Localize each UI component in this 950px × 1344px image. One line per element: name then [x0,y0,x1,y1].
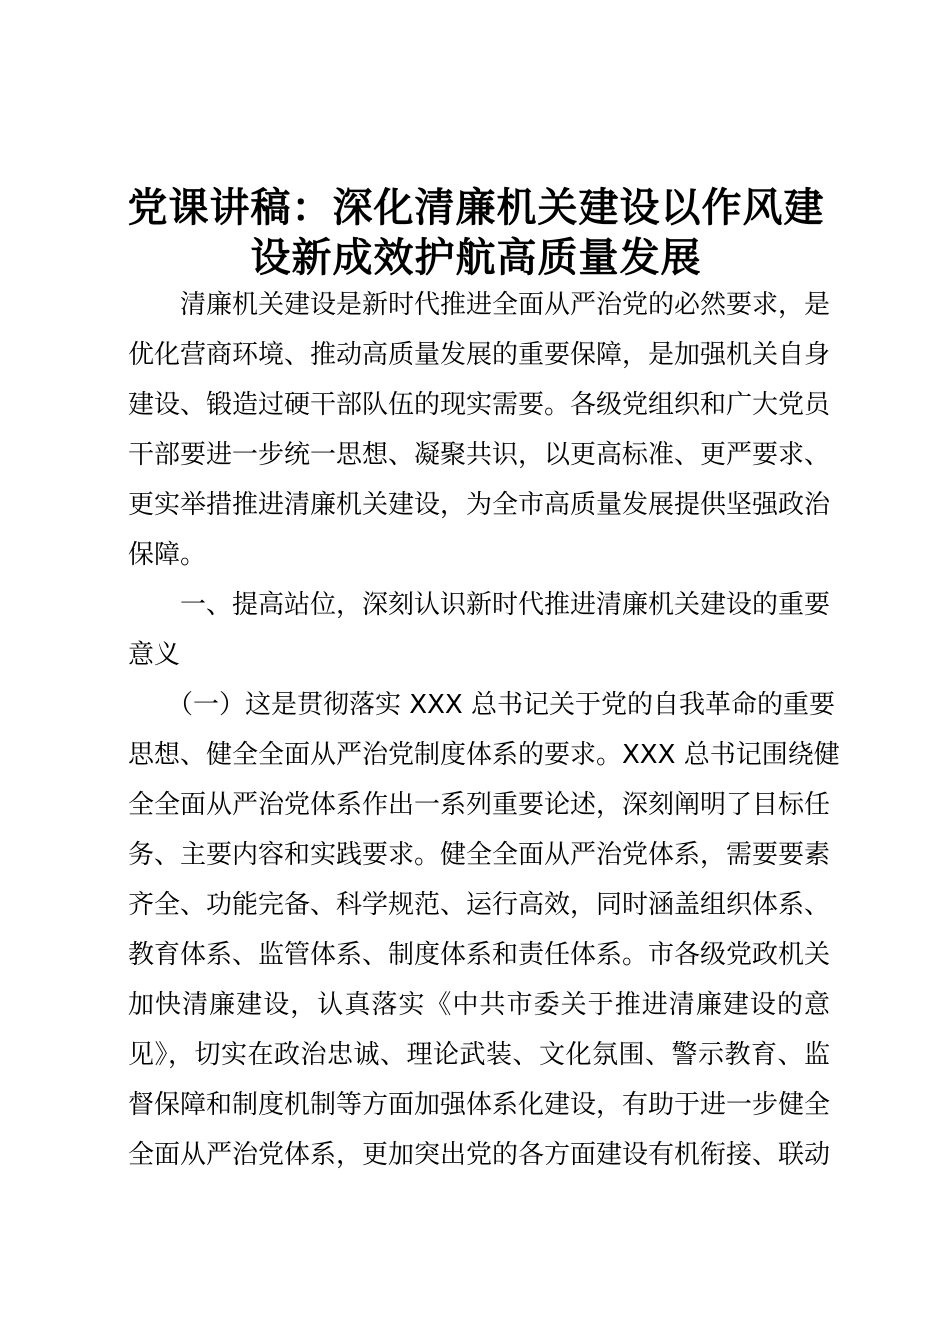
document-title [120,183,832,283]
body-line: 建设、锻造过硬干部队伍的现实需要。各级党组织和广大党员 [128,390,831,420]
body-line: 全面从严治党体系，更加突出党的各方面建设有机衔接、联动 [128,1140,831,1170]
section-heading: 一、提高站位，深刻认识新时代推进清廉机关建设的重要 [128,590,831,620]
body-line: 齐全、功能完备、科学规范、运行高效，同时涵盖组织体系、 [128,890,831,920]
body-line: 更实举措推进清廉机关建设，为全市高质量发展提供坚强政治 [128,490,831,520]
title-line-1: 党课讲稿：深化清廉机关建设以作风建 [127,184,825,231]
body-line: 保障。 [128,540,207,570]
title-line-2: 设新成效护航高质量发展 [250,234,702,281]
body-line: 优化营商环境、推动高质量发展的重要保障，是加强机关自身 [128,340,831,370]
body-line: 全全面从严治党体系作出一系列重要论述，深刻阐明了目标任 [128,790,831,820]
body-line: （一）这是贯彻落实 XXX 总书记关于党的自我革命的重要 [128,690,835,720]
body-line: 教育体系、监管体系、制度体系和责任体系。市各级党政机关 [128,940,831,970]
body-line: 加快清廉建设，认真落实《中共市委关于推进清廉建设的意 [128,990,830,1020]
body-line: 干部要进一步统一思想、凝聚共识，以更高标准、更严要求、 [128,440,831,470]
body-line: 见》，切实在政治忠诚、理论武装、文化氛围、警示教育、监 [128,1040,830,1070]
body-line: 督保障和制度机制等方面加强体系化建设，有助于进一步健全 [128,1090,831,1120]
body-line: 思想、健全全面从严治党制度体系的要求。XXX 总书记围绕健 [128,740,840,770]
body-line: 务、主要内容和实践要求。健全全面从严治党体系，需要要素 [128,840,831,870]
body-line: 清廉机关建设是新时代推进全面从严治党的必然要求，是 [128,290,831,320]
section-heading: 意义 [128,640,181,670]
